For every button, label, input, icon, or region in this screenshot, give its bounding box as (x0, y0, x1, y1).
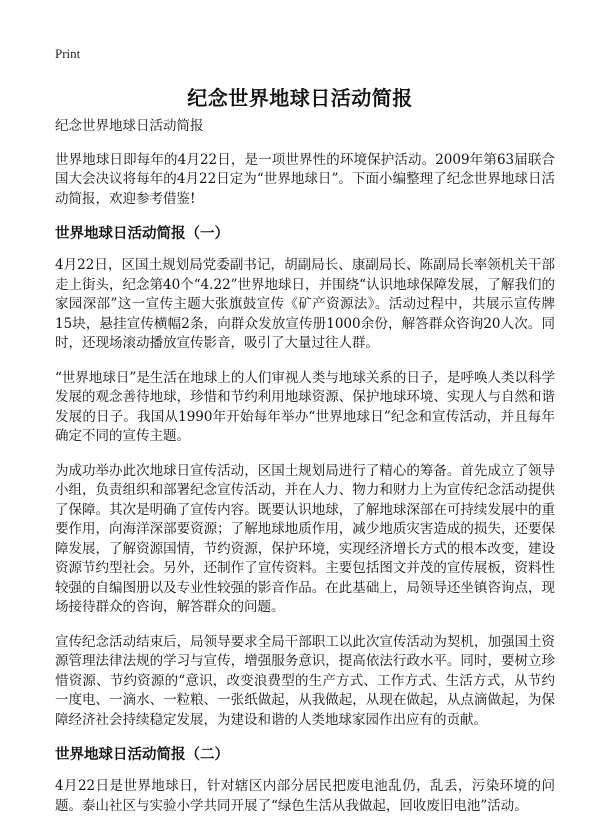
section1-paragraph-3: 为成功举办此次地球日宣传活动，区国土规划局进行了精心的筹备。首先成立了领导小组，负责组织和部署纪念宣传活动，并在人力、物力和财力上为宣传纪念活动提供了保障。其次是明确了宣传内容。既要认识地球，了解地球深部在可持续发展中的重要作用，向海洋深部要资源；了解地球地质作用，减少地质灾害造成的损失，还要保障发展，了解资源国情，节约资源，保护环境，实现经济增长方式的根本改变，建设资源节约型社会。另外，还制作了宣传资料。主要包括图文并茂的宣传展板，资料性较强的自编图册以及专业性较强的影音作品。在此基础上，局领导还坐镇咨询点，现场接待群众的咨询，解答群众的问题。 (55, 462, 555, 615)
print-link[interactable]: Print (55, 46, 81, 61)
section1-paragraph-2: “世界地球日”是生活在地球上的人们审视人类与地球关系的日子，是呼唤人类以科学发展的观念善待地球，珍惜和节约利用地球资源、保护地球环境、实现人与自然和谐发展的日子。我国从1990年开始每年举办“世界地球日”纪念和宣传活动，并且每年确定不同的宣传主题。 (55, 369, 555, 444)
page-title: 纪念世界地球日活动简报 (187, 86, 413, 110)
section1-paragraph-1: 4月22日，区国土规划局党委副书记，胡副局长、康副局长、陈副局长率领机关干部走上街头，纪念第40个“4.22”世界地球日，并围绕“认识地球保障发展，了解我们的家园深部”这一宣传主题大张旗鼓宣传《矿产资源法》。活动过程中，共展示宣传牌15块，悬挂宣传横幅2条，向群众发放宣传册1000余份，解答群众咨询20人次。同时，还现场滚动播放宣传影音，吸引了大量过往人群。 (55, 257, 555, 351)
section-heading-2: 世界地球日活动简报（二） (55, 746, 229, 763)
article-body (55, 117, 555, 831)
section1-paragraph-4: 宣传纪念活动结束后，局领导要求全局干部职工以此次宣传活动为契机，加强国土资源管理法律法规的学习与宣传，增强服务意识，提高依法行政水平。同时，要树立珍惜资源、节约资源的“意识，改变浪费型的生产方式、工作方式、生活方式，从节约一度电、一滴水、一粒粮、一张纸做起，从我做起，从现在做起，从点滴做起，为保障经济社会持续稳定发展，为建设和谐的人类地球家园作出应有的贡献。 (55, 633, 555, 728)
section2-paragraph-1: 4月22日是世界地球日，针对辖区内部分居民把废电池乱仍，乱丢，污染环境的问题。泰山社区与实验小学共同开展了“绿色生活从我做起，回收废旧电池”活动。 (55, 778, 555, 814)
intro-paragraph: 世界地球日即每年的4月22日，是一项世界性的环境保护活动。2009年第63届联合国大会决议将每年的4月22日定为“世界地球日”。下面小编整理了纪念世界地球日活动简报，欢迎参考借鉴! (55, 151, 555, 207)
article-subtitle: 纪念世界地球日活动简报 (55, 118, 204, 134)
section-heading-1: 世界地球日活动简报（一） (55, 225, 229, 242)
